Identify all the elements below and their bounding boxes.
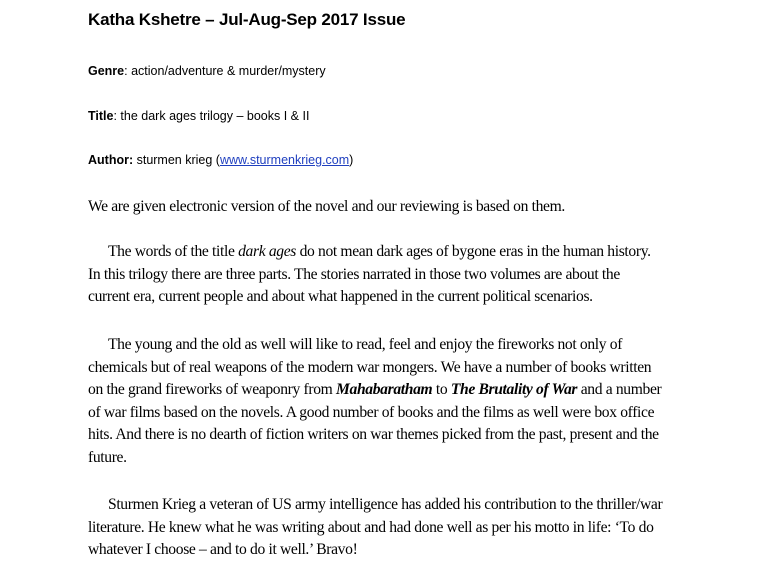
paragraph-3-line-4: of war films based on the novels. A good number of books and the films as well were box office <box>88 403 655 421</box>
title-label: Title <box>88 109 114 123</box>
paragraph-2-line-1 <box>88 241 728 264</box>
paragraph-2-line-1-end: do not mean dark ages of bygone eras in the human history. <box>296 243 651 260</box>
author-close-paren: ) <box>349 153 354 167</box>
paragraph-3-line-3 <box>88 379 728 402</box>
author-name: sturmen krieg ( <box>133 153 220 167</box>
paragraph-2-line-1-start: The words of the title <box>108 243 239 260</box>
author-website-link[interactable]: www.sturmenkrieg.com <box>219 153 350 167</box>
paragraph-3-line-6: future. <box>88 448 127 466</box>
author-line <box>88 153 353 167</box>
title-line <box>88 109 309 123</box>
brutality-of-war-title: The Brutality of War <box>450 381 578 398</box>
paragraph-4-line-3: whatever I choose – and to do it well.’ Bravo! <box>88 541 358 558</box>
title-value: : the dark ages trilogy – books I & II <box>113 109 310 123</box>
paragraph-3-line-3-to: to <box>432 381 451 398</box>
paragraph-3 <box>88 334 728 469</box>
paragraph-3-line-5: hits. And there is no dearth of fiction writers on war themes picked from the past, present and the <box>88 426 659 443</box>
page-title: Katha Kshetre – Jul-Aug-Sep 2017 Issue <box>88 10 406 29</box>
mahabaratham-title: Mahabaratham <box>335 381 433 398</box>
paragraph-2-line-2: In this trilogy there are three parts. The stories narrated in those two volumes are about the <box>88 265 620 283</box>
paragraph-4-line-1: Sturmen Krieg a veteran of US army intelligence has added his contribution to the thriller/war <box>108 496 663 513</box>
paragraph-3-line-2: chemicals but of real weapons of the modern war mongers. We have a number of books written <box>88 358 652 376</box>
paragraph-3-line-3-start: on the grand fireworks of weaponry from <box>88 381 336 398</box>
paragraph-4 <box>88 494 728 562</box>
paragraph-2 <box>88 241 728 309</box>
paragraph-3-line-3-end: and a number <box>577 381 662 398</box>
genre-label: Genre <box>88 64 125 78</box>
paragraph-3-line-1: The young and the old as well will like to read, feel and enjoy the fireworks not only of <box>108 336 623 353</box>
genre-value: : action/adventure & murder/mystery <box>124 64 326 78</box>
paragraph-1 <box>88 196 728 219</box>
paragraph-1-line-1: We are given electronic version of the novel and our reviewing is based on them. <box>88 198 565 215</box>
paragraph-2-line-3: current era, current people and about what happened in the current political scenarios. <box>88 288 593 305</box>
author-label: Author: <box>88 153 134 167</box>
dark-ages-italic: dark ages <box>238 243 297 260</box>
paragraph-4-line-2: literature. He knew what he was writing about and had done well as per his motto in life: ‘To do <box>88 518 654 536</box>
genre-line <box>88 64 326 78</box>
